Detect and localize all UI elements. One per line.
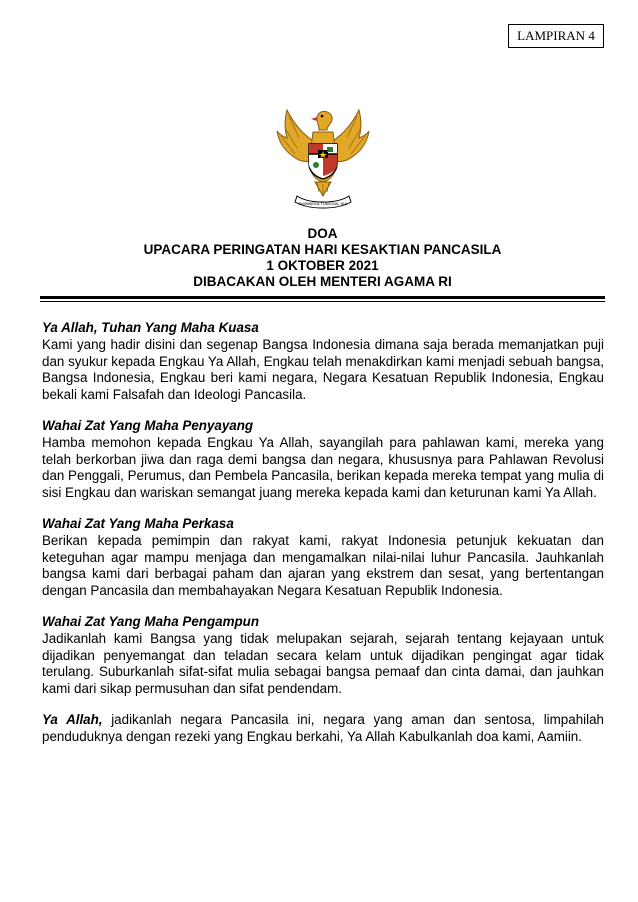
prayer-content	[42, 320, 604, 746]
title-line-3: 1 OKTOBER 2021	[266, 258, 379, 273]
document-title	[40, 226, 605, 290]
section-heading: Wahai Zat Yang Maha Perkasa	[42, 515, 234, 531]
closing-paragraph	[42, 712, 604, 746]
title-divider-thick	[40, 296, 605, 299]
section-heading: Wahai Zat Yang Maha Pengampun	[42, 613, 260, 629]
prayer-section	[42, 516, 604, 600]
prayer-section	[42, 418, 604, 502]
section-heading: Wahai Zat Yang Maha Penyayang	[42, 417, 254, 433]
title-line-4: DIBACAKAN OLEH MENTERI AGAMA RI	[193, 274, 452, 289]
section-body: Kami yang hadir disini dan segenap Bangsa Indonesia dimana saja berada memanjatkan puji dan syukur kepada Engkau Ya Allah, Engkau telah menakdirkan kami menjadi sebuah bangsa, Bangsa Indonesia, Engkau beri kami negara, Negara Kesatuan Republik Indonesia, Engkau bekali kami Falsafah dan Ideologi Pancasila.	[42, 336, 604, 403]
title-line-1: DOA	[307, 226, 338, 241]
title-divider-thin	[40, 301, 605, 302]
prayer-section	[42, 320, 604, 404]
title-line-2: UPACARA PERINGATAN HARI KESAKTIAN PANCASILA	[143, 242, 502, 257]
section-body: Berikan kepada pemimpin dan rakyat kami, rakyat Indonesia petunjuk kekuatan dan keteguhan agar mampu menjaga dan mengamalkan nilai-nilai luhur Pancasila. Jauhkanlah bangsa kami dari berbagai paham dan ajaran yang ekstrem dan sesat, yang bertentangan dengan Pancasila dan membahayakan Negara Kesatuan Republik Indonesia.	[42, 532, 604, 599]
lampiran-label: LAMPIRAN 4	[508, 24, 604, 48]
closing-text: jadikanlah negara Pancasila ini, negara yang aman dan sentosa, limpahilah penduduknya dengan rezeki yang Engkau berkahi, Ya Allah Kabulkanlah doa kami, Aamiin.	[42, 711, 604, 744]
garuda-pancasila-emblem-icon	[275, 104, 371, 212]
section-body: Hamba memohon kepada Engkau Ya Allah, sayangilah para pahlawan kami, mereka yang telah berkorban jiwa dan raga demi bangsa dan negara, khususnya para Pahlawan Revolusi dan Penggali, Perumus, dan Pembela Pancasila, berikan kepada mereka tempat yang mulia di sisi Engkau dan wariskan semangat juang mereka kepada kami dan keturunan kami Ya Allah.	[42, 434, 604, 501]
prayer-section	[42, 614, 604, 698]
closing-lead: Ya Allah,	[42, 711, 103, 727]
section-heading: Ya Allah, Tuhan Yang Maha Kuasa	[42, 320, 259, 335]
section-body: Jadikanlah kami Bangsa yang tidak melupakan sejarah, sejarah tentang kejayaan untuk dijadikan penyemangat dan teladan secara kelam untuk dijadikan pengingat agar tidak terulang. Suburkanlah sifat-sifat mulia sebagai bangsa pemaaf dan cinta damai, dan jauhkan kami dari sikap permusuhan dan sifat pendendam.	[42, 630, 604, 697]
emblem-motto: BHINNEKA TUNGGAL IKA	[298, 201, 348, 206]
